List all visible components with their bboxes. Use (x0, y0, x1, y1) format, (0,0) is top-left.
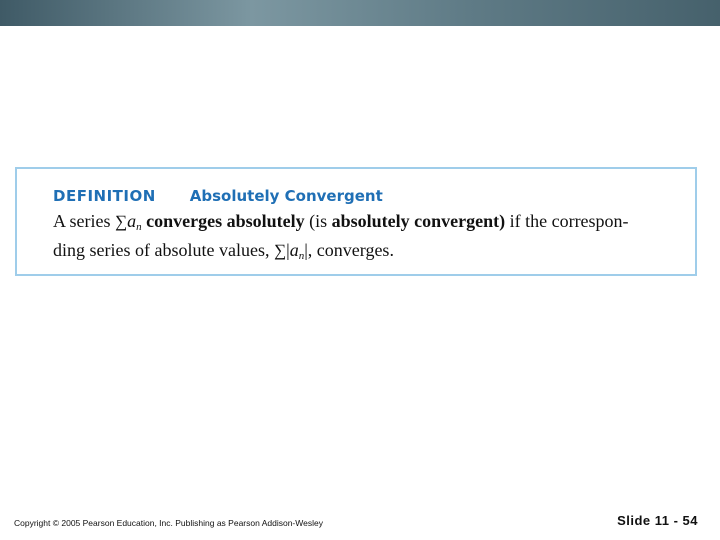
term-a: a (289, 240, 299, 260)
subscript-n: n (136, 221, 142, 233)
sigma-symbol: ∑ (115, 212, 128, 231)
term-a: a (127, 211, 137, 231)
slide-number: Slide 11 - 54 (617, 513, 698, 528)
definition-line-2 (53, 239, 683, 268)
subscript-n: n (298, 250, 305, 262)
definition-box (15, 167, 697, 276)
definition-label: DEFINITION (53, 187, 156, 205)
definition-title: Absolutely Convergent (189, 187, 383, 205)
definition-line-1 (53, 210, 683, 239)
abs-bar-open: | (286, 240, 290, 260)
text-segment: (is (304, 211, 332, 231)
text-segment: ding series of absolute values, (53, 240, 274, 260)
absolute-series-expression (274, 240, 308, 260)
copyright-text: Copyright © 2005 Pearson Education, Inc. Publishing as Pearson Addison-Wesley (14, 518, 323, 528)
bold-term-absolutely-convergent: absolutely convergent) (331, 211, 506, 231)
abs-bar-close: | (304, 240, 308, 260)
sigma-symbol: ∑ (273, 241, 287, 260)
definition-header (53, 187, 383, 205)
series-sum-expression (115, 211, 142, 231)
text-segment: if the correspon- (505, 211, 629, 231)
definition-text (53, 210, 683, 268)
top-banner (0, 0, 720, 26)
text-segment: A series (53, 211, 115, 231)
bold-term-converges-absolutely: converges absolutely (146, 211, 305, 231)
text-segment: , converges. (307, 240, 394, 260)
